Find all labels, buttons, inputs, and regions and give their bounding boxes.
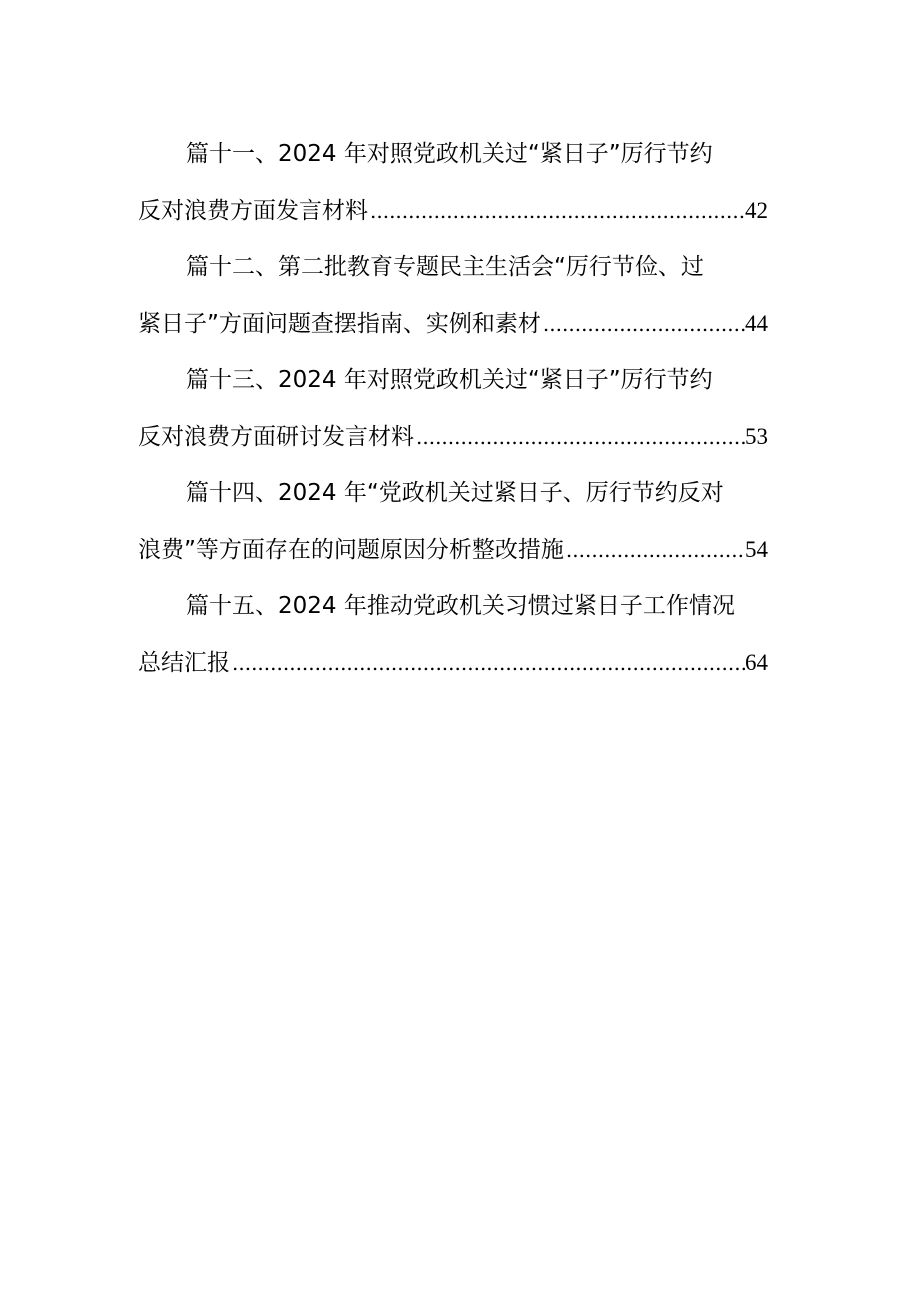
dot-leader bbox=[564, 522, 745, 579]
toc-entry-title-continuation: 总结汇报 bbox=[138, 649, 230, 676]
dot-leader bbox=[541, 296, 745, 353]
toc-page-number: 53 bbox=[745, 423, 768, 449]
toc-entry-title-line-end bbox=[138, 635, 768, 692]
toc-entry-title-line: 篇十二、第二批教育专题民主生活会“厉行节俭、过 bbox=[186, 254, 704, 280]
dot-leader bbox=[230, 635, 745, 692]
toc-entry-title-line: 篇十四、2024 年“党政机关过紧日子、厉行节约反对 bbox=[186, 480, 724, 506]
toc-entry-title-line: 篇十三、2024 年对照党政机关过“紧日子”厉行节约 bbox=[186, 367, 713, 393]
toc-entry-11[interactable] bbox=[138, 126, 768, 239]
toc-entry-title-line: 篇十五、2024 年推动党政机关习惯过紧日子工作情况 bbox=[186, 593, 735, 619]
toc-entry-title-line-end bbox=[138, 296, 768, 353]
table-of-contents bbox=[138, 126, 768, 691]
toc-entry-title-continuation: 反对浪费方面发言材料 bbox=[138, 197, 368, 224]
toc-page-number: 54 bbox=[745, 536, 768, 562]
toc-entry-title-line-end bbox=[138, 522, 768, 579]
toc-entry-15[interactable] bbox=[138, 578, 768, 691]
toc-entry-title-continuation: 反对浪费方面研讨发言材料 bbox=[138, 423, 414, 450]
toc-page-number: 44 bbox=[745, 310, 768, 336]
toc-entry-title-line-end bbox=[138, 183, 768, 240]
toc-entry-12[interactable] bbox=[138, 239, 768, 352]
toc-entry-title-continuation: 紧日子”方面问题查摆指南、实例和素材 bbox=[138, 310, 541, 337]
toc-entry-14[interactable] bbox=[138, 465, 768, 578]
toc-page-number: 42 bbox=[745, 197, 768, 223]
toc-entry-title-line: 篇十一、2024 年对照党政机关过“紧日子”厉行节约 bbox=[186, 141, 713, 167]
toc-entry-title-continuation: 浪费”等方面存在的问题原因分析整改措施 bbox=[138, 536, 564, 563]
toc-entry-13[interactable] bbox=[138, 352, 768, 465]
dot-leader bbox=[414, 409, 745, 466]
toc-entry-title-line-end bbox=[138, 409, 768, 466]
dot-leader bbox=[368, 183, 745, 240]
toc-page-number: 64 bbox=[745, 649, 768, 675]
